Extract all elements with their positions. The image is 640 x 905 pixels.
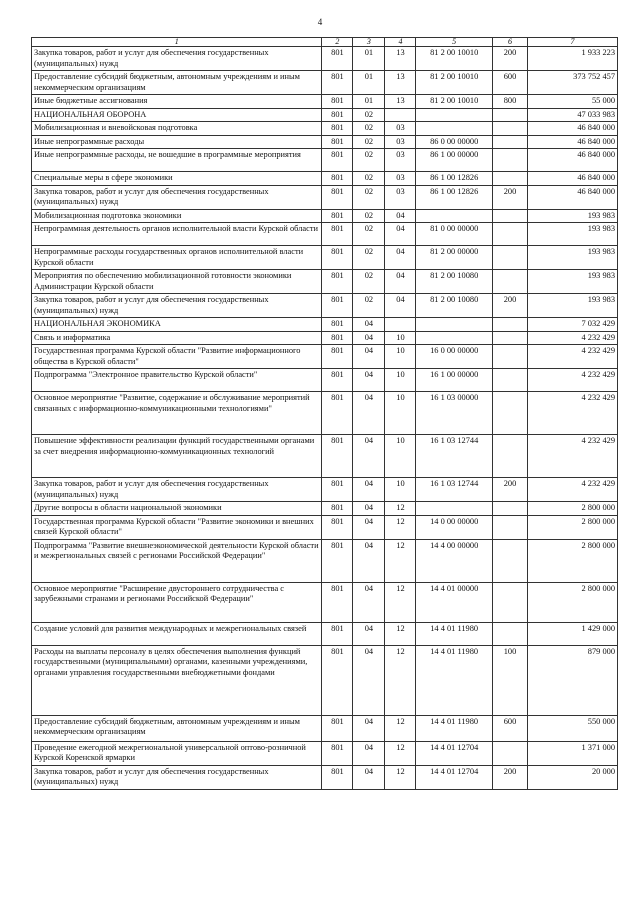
expense-type-cell: 100: [492, 645, 527, 715]
table-row: [32, 172, 618, 186]
table-row: [32, 331, 618, 345]
budget-table: [31, 37, 618, 790]
amount-cell: 193 983: [528, 209, 618, 223]
ministry-code-cell: 801: [322, 270, 353, 294]
expense-type-cell: [492, 369, 527, 392]
section-code-cell: 02: [353, 149, 385, 172]
amount-cell: 46 840 000: [528, 122, 618, 136]
section-code-cell: 04: [353, 715, 385, 741]
section-code-cell: 04: [353, 741, 385, 765]
subsection-code-cell: 12: [385, 582, 416, 622]
section-code-cell: 04: [353, 515, 385, 539]
header-cell: 6: [492, 38, 527, 47]
amount-cell: 2 800 000: [528, 582, 618, 622]
table-row: [32, 582, 618, 622]
table-row: [32, 47, 618, 71]
target-article-cell: 14 4 01 12704: [416, 765, 492, 789]
ministry-code-cell: 801: [322, 209, 353, 223]
subsection-code-cell: 12: [385, 622, 416, 645]
section-code-cell: 02: [353, 294, 385, 318]
section-code-cell: 02: [353, 185, 385, 209]
section-code-cell: 02: [353, 135, 385, 149]
section-code-cell: 04: [353, 502, 385, 516]
subsection-code-cell: 12: [385, 741, 416, 765]
subsection-code-cell: 03: [385, 149, 416, 172]
amount-cell: 4 232 429: [528, 331, 618, 345]
ministry-code-cell: 801: [322, 478, 353, 502]
ministry-code-cell: 801: [322, 185, 353, 209]
ministry-code-cell: 801: [322, 246, 353, 270]
item-name-cell: НАЦИОНАЛЬНАЯ ЭКОНОМИКА: [32, 318, 322, 332]
amount-cell: 4 232 429: [528, 369, 618, 392]
ministry-code-cell: 801: [322, 318, 353, 332]
expense-type-cell: 200: [492, 478, 527, 502]
item-name-cell: Расходы на выплаты персоналу в целях обеспечения выполнения функций государственными (муниципальными) органами, казенными учреждениями, органами управления государственными внебюджетными фондами: [32, 645, 322, 715]
ministry-code-cell: 801: [322, 392, 353, 435]
item-name-cell: Мобилизационная подготовка экономики: [32, 209, 322, 223]
ministry-code-cell: 801: [322, 765, 353, 789]
section-code-cell: 01: [353, 71, 385, 95]
subsection-code-cell: 10: [385, 369, 416, 392]
section-code-cell: 04: [353, 318, 385, 332]
ministry-code-cell: 801: [322, 515, 353, 539]
section-code-cell: 04: [353, 765, 385, 789]
amount-cell: 46 840 000: [528, 185, 618, 209]
amount-cell: 193 983: [528, 294, 618, 318]
expense-type-cell: 200: [492, 185, 527, 209]
section-code-cell: 01: [353, 95, 385, 109]
amount-cell: 55 000: [528, 95, 618, 109]
header-row: [32, 38, 618, 47]
ministry-code-cell: 801: [322, 71, 353, 95]
target-article-cell: [416, 108, 492, 122]
target-article-cell: 14 4 01 11980: [416, 715, 492, 741]
amount-cell: 193 983: [528, 270, 618, 294]
table-row: [32, 478, 618, 502]
target-article-cell: 14 4 00 00000: [416, 539, 492, 582]
target-article-cell: 86 1 00 12826: [416, 172, 492, 186]
subsection-code-cell: 04: [385, 209, 416, 223]
item-name-cell: Закупка товаров, работ и услуг для обеспечения государственных (муниципальных) нужд: [32, 478, 322, 502]
item-name-cell: Государственная программа Курской области "Развитие информационного общества в Курской области": [32, 345, 322, 369]
subsection-code-cell: 12: [385, 515, 416, 539]
target-article-cell: 86 1 00 00000: [416, 149, 492, 172]
ministry-code-cell: 801: [322, 622, 353, 645]
target-article-cell: 81 2 00 10080: [416, 294, 492, 318]
item-name-cell: Закупка товаров, работ и услуг для обеспечения государственных (муниципальных) нужд: [32, 47, 322, 71]
target-article-cell: 16 1 03 12744: [416, 435, 492, 478]
expense-type-cell: [492, 209, 527, 223]
table-row: [32, 392, 618, 435]
expense-type-cell: [492, 246, 527, 270]
table-row: [32, 345, 618, 369]
section-code-cell: 04: [353, 582, 385, 622]
item-name-cell: Мобилизационная и вневойсковая подготовка: [32, 122, 322, 136]
subsection-code-cell: 04: [385, 246, 416, 270]
item-name-cell: Мероприятия по обеспечению мобилизационной готовности экономики Администрации Курской области: [32, 270, 322, 294]
amount-cell: 7 032 429: [528, 318, 618, 332]
section-code-cell: 04: [353, 345, 385, 369]
ministry-code-cell: 801: [322, 435, 353, 478]
subsection-code-cell: 13: [385, 47, 416, 71]
subsection-code-cell: 10: [385, 331, 416, 345]
ministry-code-cell: 801: [322, 582, 353, 622]
item-name-cell: Проведение ежегодной межрегиональной универсальной оптово-розничной Курской Коренской ярмарки: [32, 741, 322, 765]
section-code-cell: 04: [353, 331, 385, 345]
target-article-cell: 16 1 03 12744: [416, 478, 492, 502]
expense-type-cell: [492, 622, 527, 645]
subsection-code-cell: [385, 108, 416, 122]
subsection-code-cell: 10: [385, 345, 416, 369]
ministry-code-cell: 801: [322, 741, 353, 765]
target-article-cell: 14 0 00 00000: [416, 515, 492, 539]
target-article-cell: 81 2 00 10010: [416, 95, 492, 109]
item-name-cell: Основное мероприятие "Развитие, содержание и обслуживание мероприятий связанных с информационно-коммуникационными технологиями": [32, 392, 322, 435]
page-number: 4: [317, 17, 323, 27]
subsection-code-cell: 03: [385, 135, 416, 149]
section-code-cell: 04: [353, 435, 385, 478]
target-article-cell: 16 1 03 00000: [416, 392, 492, 435]
table-row: [32, 645, 618, 715]
table-row: [32, 515, 618, 539]
item-name-cell: Закупка товаров, работ и услуг для обеспечения государственных (муниципальных) нужд: [32, 185, 322, 209]
header-cell: 2: [322, 38, 353, 47]
item-name-cell: Предоставление субсидий бюджетным, автономным учреждениям и иным некоммерческим организациям: [32, 715, 322, 741]
target-article-cell: 14 4 01 11980: [416, 622, 492, 645]
section-code-cell: 04: [353, 645, 385, 715]
expense-type-cell: [492, 223, 527, 246]
item-name-cell: Повышение эффективности реализации функций государственными органами за счет внедрения информационно-коммуникационных технологий: [32, 435, 322, 478]
subsection-code-cell: [385, 318, 416, 332]
subsection-code-cell: 03: [385, 185, 416, 209]
amount-cell: 879 000: [528, 645, 618, 715]
table-row: [32, 209, 618, 223]
amount-cell: 47 033 983: [528, 108, 618, 122]
amount-cell: 46 840 000: [528, 172, 618, 186]
item-name-cell: Основное мероприятие "Расширение двустороннего сотрудничества с зарубежными странами и регионами Российской Федерации": [32, 582, 322, 622]
expense-type-cell: [492, 108, 527, 122]
ministry-code-cell: 801: [322, 331, 353, 345]
target-article-cell: 81 2 00 10080: [416, 270, 492, 294]
table-row: [32, 135, 618, 149]
amount-cell: 2 800 000: [528, 539, 618, 582]
expense-type-cell: [492, 172, 527, 186]
section-code-cell: 02: [353, 223, 385, 246]
subsection-code-cell: 12: [385, 502, 416, 516]
item-name-cell: Предоставление субсидий бюджетным, автономным учреждениям и иным некоммерческим организациям: [32, 71, 322, 95]
item-name-cell: Закупка товаров, работ и услуг для обеспечения государственных (муниципальных) нужд: [32, 765, 322, 789]
subsection-code-cell: 10: [385, 478, 416, 502]
target-article-cell: 86 1 00 12826: [416, 185, 492, 209]
subsection-code-cell: 04: [385, 223, 416, 246]
ministry-code-cell: 801: [322, 135, 353, 149]
expense-type-cell: [492, 582, 527, 622]
section-code-cell: 04: [353, 478, 385, 502]
item-name-cell: Подпрограмма "Электронное правительство Курской области": [32, 369, 322, 392]
section-code-cell: 04: [353, 369, 385, 392]
header-cell: 1: [32, 38, 322, 47]
expense-type-cell: [492, 741, 527, 765]
amount-cell: 4 232 429: [528, 345, 618, 369]
target-article-cell: [416, 502, 492, 516]
section-code-cell: 02: [353, 172, 385, 186]
item-name-cell: Непрограммные расходы государственных органов исполнительной власти Курской области: [32, 246, 322, 270]
target-article-cell: 86 0 00 00000: [416, 135, 492, 149]
target-article-cell: [416, 318, 492, 332]
expense-type-cell: 200: [492, 47, 527, 71]
expense-type-cell: [492, 345, 527, 369]
ministry-code-cell: 801: [322, 715, 353, 741]
amount-cell: 1 429 000: [528, 622, 618, 645]
ministry-code-cell: 801: [322, 645, 353, 715]
table-row: [32, 246, 618, 270]
table-row: [32, 122, 618, 136]
table-row: [32, 539, 618, 582]
amount-cell: 193 983: [528, 246, 618, 270]
section-code-cell: 02: [353, 122, 385, 136]
table-row: [32, 369, 618, 392]
section-code-cell: 04: [353, 392, 385, 435]
item-name-cell: Непрограммная деятельность органов исполнительной власти Курской области: [32, 223, 322, 246]
subsection-code-cell: 10: [385, 435, 416, 478]
table-row: [32, 270, 618, 294]
subsection-code-cell: 10: [385, 392, 416, 435]
table-row: [32, 715, 618, 741]
table-row: [32, 765, 618, 789]
item-name-cell: Иные непрограммные расходы, не вошедшие в программные мероприятия: [32, 149, 322, 172]
amount-cell: 2 800 000: [528, 515, 618, 539]
table-row: [32, 95, 618, 109]
table-row: [32, 71, 618, 95]
header-cell: 5: [416, 38, 492, 47]
item-name-cell: Подпрограмма "Развитие внешнеэкономической деятельности Курской области и межрегиональных связей с регионами Российской Федерации": [32, 539, 322, 582]
target-article-cell: 81 0 00 00000: [416, 223, 492, 246]
item-name-cell: Другие вопросы в области национальной экономики: [32, 502, 322, 516]
table-row: [32, 108, 618, 122]
amount-cell: 550 000: [528, 715, 618, 741]
expense-type-cell: [492, 502, 527, 516]
expense-type-cell: [492, 331, 527, 345]
table-row: [32, 502, 618, 516]
amount-cell: 2 800 000: [528, 502, 618, 516]
section-code-cell: 02: [353, 108, 385, 122]
ministry-code-cell: 801: [322, 345, 353, 369]
table-row: [32, 294, 618, 318]
header-cell: 7: [528, 38, 618, 47]
subsection-code-cell: 12: [385, 715, 416, 741]
item-name-cell: Государственная программа Курской области "Развитие экономики и внешних связей Курской области": [32, 515, 322, 539]
expense-type-cell: [492, 435, 527, 478]
ministry-code-cell: 801: [322, 47, 353, 71]
expense-type-cell: [492, 318, 527, 332]
amount-cell: 1 933 223: [528, 47, 618, 71]
amount-cell: 4 232 429: [528, 392, 618, 435]
amount-cell: 4 232 429: [528, 478, 618, 502]
expense-type-cell: [492, 122, 527, 136]
header-cell: 4: [385, 38, 416, 47]
expense-type-cell: [492, 149, 527, 172]
item-name-cell: Иные непрограммные расходы: [32, 135, 322, 149]
table-row: [32, 622, 618, 645]
amount-cell: 46 840 000: [528, 149, 618, 172]
ministry-code-cell: 801: [322, 122, 353, 136]
section-code-cell: 04: [353, 539, 385, 582]
target-article-cell: [416, 209, 492, 223]
ministry-code-cell: 801: [322, 172, 353, 186]
item-name-cell: Закупка товаров, работ и услуг для обеспечения государственных (муниципальных) нужд: [32, 294, 322, 318]
ministry-code-cell: 801: [322, 539, 353, 582]
subsection-code-cell: 04: [385, 294, 416, 318]
section-code-cell: 02: [353, 209, 385, 223]
expense-type-cell: 600: [492, 715, 527, 741]
target-article-cell: 14 4 01 12704: [416, 741, 492, 765]
item-name-cell: Специальные меры в сфере экономики: [32, 172, 322, 186]
item-name-cell: НАЦИОНАЛЬНАЯ ОБОРОНА: [32, 108, 322, 122]
ministry-code-cell: 801: [322, 294, 353, 318]
amount-cell: 373 752 457: [528, 71, 618, 95]
section-code-cell: 01: [353, 47, 385, 71]
target-article-cell: 16 0 00 00000: [416, 345, 492, 369]
table-row: [32, 741, 618, 765]
table-row: [32, 185, 618, 209]
expense-type-cell: [492, 135, 527, 149]
target-article-cell: 16 1 00 00000: [416, 369, 492, 392]
amount-cell: 193 983: [528, 223, 618, 246]
target-article-cell: [416, 331, 492, 345]
amount-cell: 20 000: [528, 765, 618, 789]
amount-cell: 4 232 429: [528, 435, 618, 478]
item-name-cell: Связь и информатика: [32, 331, 322, 345]
subsection-code-cell: 03: [385, 172, 416, 186]
target-article-cell: 14 4 01 00000: [416, 582, 492, 622]
expense-type-cell: 600: [492, 71, 527, 95]
subsection-code-cell: 13: [385, 71, 416, 95]
expense-type-cell: [492, 515, 527, 539]
item-name-cell: Иные бюджетные ассигнования: [32, 95, 322, 109]
table-row: [32, 223, 618, 246]
ministry-code-cell: 801: [322, 502, 353, 516]
target-article-cell: 81 2 00 00000: [416, 246, 492, 270]
subsection-code-cell: 04: [385, 270, 416, 294]
target-article-cell: 14 4 01 11980: [416, 645, 492, 715]
expense-type-cell: 200: [492, 765, 527, 789]
subsection-code-cell: 12: [385, 645, 416, 715]
section-code-cell: 02: [353, 270, 385, 294]
expense-type-cell: 800: [492, 95, 527, 109]
expense-type-cell: [492, 270, 527, 294]
item-name-cell: Создание условий для развития международных и межрегиональных связей: [32, 622, 322, 645]
ministry-code-cell: 801: [322, 108, 353, 122]
ministry-code-cell: 801: [322, 95, 353, 109]
amount-cell: 1 371 000: [528, 741, 618, 765]
ministry-code-cell: 801: [322, 149, 353, 172]
target-article-cell: 81 2 00 10010: [416, 47, 492, 71]
subsection-code-cell: 13: [385, 95, 416, 109]
section-code-cell: 02: [353, 246, 385, 270]
amount-cell: 46 840 000: [528, 135, 618, 149]
header-cell: 3: [353, 38, 385, 47]
table-row: [32, 435, 618, 478]
ministry-code-cell: 801: [322, 369, 353, 392]
subsection-code-cell: 12: [385, 765, 416, 789]
table-row: [32, 318, 618, 332]
expense-type-cell: [492, 539, 527, 582]
target-article-cell: 81 2 00 10010: [416, 71, 492, 95]
section-code-cell: 04: [353, 622, 385, 645]
expense-type-cell: [492, 392, 527, 435]
table-row: [32, 149, 618, 172]
target-article-cell: [416, 122, 492, 136]
expense-type-cell: 200: [492, 294, 527, 318]
ministry-code-cell: 801: [322, 223, 353, 246]
subsection-code-cell: 03: [385, 122, 416, 136]
subsection-code-cell: 12: [385, 539, 416, 582]
